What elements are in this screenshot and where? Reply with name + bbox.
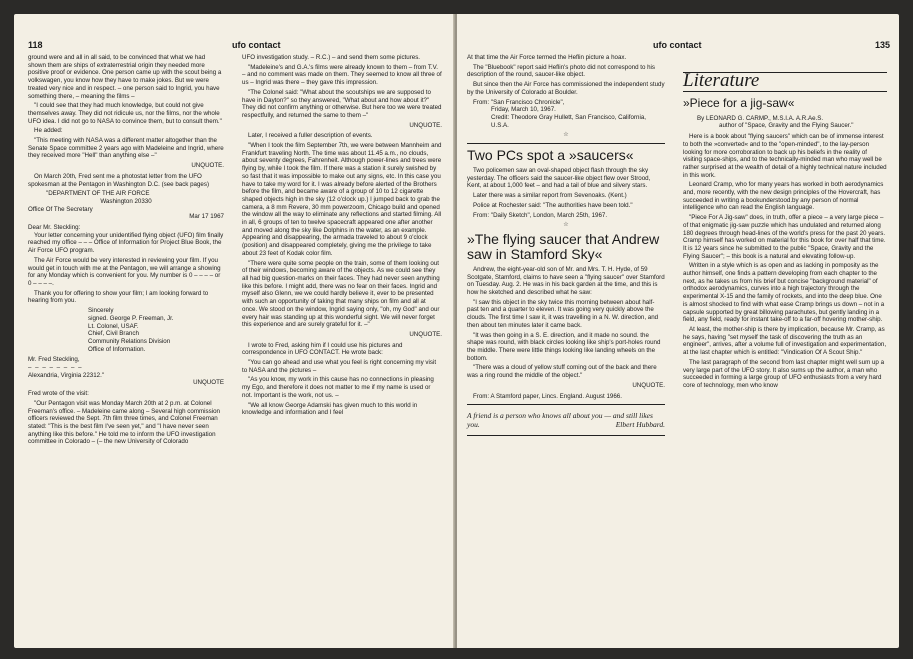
paragraph: From: "Daily Sketch", London, March 25th, 1967. xyxy=(473,211,608,219)
left-column-2 xyxy=(242,54,442,419)
paragraph: UFO investigation study. – R.C.) – and send them some pictures. xyxy=(242,54,421,61)
paragraph: Written in a style which is as open and as lacking in pomposity as the author himself, one finds a pattern developing from each chapter to the next, as he takes us from his brief but concise "background material" of orthodox aerodynamics, curves into a high trajectory through the experimental X-15 and the family of rockets, and into the deep blue. One is almost shocked to find with what ease Cramp brings us down – not in a capsule supported by great billowing parachutes, but gently landing in a field, any field, ready for instant take-off to a far-off hovering mother-ship. xyxy=(683,262,885,324)
headline-two-pcs: Two PCs spot a »saucers« xyxy=(467,147,634,164)
paragraph: Your letter concerning your unidentified flying object (UFO) film finally reached my office – – – Office of Information for Project Blue Book, the Air Force UFO program. xyxy=(28,231,224,255)
section-title-literature: Literature xyxy=(683,70,760,91)
paragraph: Fred wrote of the visit: xyxy=(28,390,89,398)
unquote: UNQUOTE. xyxy=(191,162,224,170)
headline-jigsaw: »Piece for a jig-saw« xyxy=(683,95,795,110)
paragraph: He added: xyxy=(34,127,63,135)
left-page-number: 118 xyxy=(28,40,43,50)
letterhead-address: Washington 20330 xyxy=(100,197,152,205)
divider xyxy=(467,143,665,144)
paragraph: I wrote to Fred, asking him if I could use his pictures and correspondence in UFO CONTACT. He wrote back: xyxy=(242,341,403,357)
left-running-head: ufo contact xyxy=(232,40,281,50)
paragraph: Later, I received a fuller description of events. xyxy=(248,132,373,140)
letter-recipient: Mr. Fred Steckling, xyxy=(28,356,80,364)
right-running-head: ufo contact xyxy=(653,40,702,50)
friend-quote xyxy=(467,411,665,429)
source-line: Friday, March 10, 1967. xyxy=(491,106,556,114)
paragraph: Andrew, the eight-year-old son of Mr. and Mrs. T. H. Hyde, of 59 Scotgate, Stamford, claims to have seen a "flying saucer" over Stamford on Tuesday. Aug. 2. He was in his back garden at the time, and this is how he sketched and described what he saw: xyxy=(467,265,665,297)
paragraph: Thank you for offering to show your film; I am looking forward to hearing from you. xyxy=(28,289,209,305)
right-column-2 xyxy=(683,54,887,392)
right-page-number: 135 xyxy=(875,40,891,50)
unquote: UNQUOTE xyxy=(193,379,224,387)
left-page xyxy=(14,14,455,648)
unquote: UNQUOTE. xyxy=(409,330,442,338)
signature-line: Chief, Civil Branch xyxy=(88,330,139,338)
paragraph: "There was a cloud of yellow stuff coming out of the back and there was a ring round the middle of the object." xyxy=(467,364,657,380)
source-line: From: A Stamford paper, Lincs. England. August 1966. xyxy=(473,392,622,400)
quote-author: Elbert Hubbard. xyxy=(615,420,665,430)
paragraph: "I could see that they had much knowledge, but could not give themselves away. They did not ridicule us, nor the films, nor the whole UFO idea. I did not go to NASA to convince them, but to consult them." xyxy=(28,102,222,125)
paragraph: "As you know, my work in this cause has no connections in pleasing my Ego, and therefore it does not matter to me if my name is used or not. Important is the work, not us. – xyxy=(242,376,434,399)
letter-office: Office Of The Secretary xyxy=(28,205,93,213)
right-page xyxy=(457,14,899,648)
signature-line: signed. George P. Freeman, Jr. xyxy=(88,314,174,322)
paragraph: Two policemen saw an oval-shaped object flash through the sky yesterday. The officers said the saucer-like object flew over Strood, Kent, at about 1,000 feet – and had a tail of blue and silvery stars. xyxy=(467,167,651,190)
headline-flying-saucer: »The flying saucer that Andrew saw in Stamford Sky« xyxy=(467,230,660,262)
signature-line: Lt. Colonel, USAF. xyxy=(88,322,139,330)
signature-line: Community Relations Division xyxy=(88,337,171,345)
unquote: UNQUOTE. xyxy=(409,121,442,129)
right-column-1 xyxy=(467,54,665,440)
paragraph: "Piece For A Jig-saw" does, in truth, offer a piece – a very large piece – of that enigmatic jig-saw puzzle which has undulated and returned along 180 degrees through head-lines of the world's press for the past 20 years. Cramp himself has worked on material for this book for over half that time. It is 12 years since he submitted to the public "Space, Gravity and the Flying Saucer"; – this book is a natural and elevating follow-up. xyxy=(683,214,886,260)
paragraph: Here is a book about "flying saucers" which can be of immense interest to both the »converted« and to the "open-minded", to the lay-person looking for more corroboration to back up his beliefs in the reality of visiting space-ships, and to the technically-minded man who may well be rather surprised at the wealth of detail of a highly technical nature included in this work. xyxy=(683,133,887,179)
paragraph: Leonard Cramp, who for many years has worked in both aerodynamics and, more recently, with the new design principles of the Hovercraft, has succeeded in writing a bookunderstood.by any person of normal intelligence who can read the English language. xyxy=(683,181,884,212)
paragraph: "The Colonel said: "What about the scoutships we are supposed to have in Dayton?" so they answered, "What about and how about it?" They did not confirm anything or otherwise. But here too we were treated respectfully, and returned the same to them –" xyxy=(242,88,442,119)
signature-line: Office of Information. xyxy=(88,345,146,353)
star-divider: ☆ xyxy=(563,221,569,229)
paragraph: "I saw this object in the sky twice this morning between about half-past ten and a quarter to eleven. It was going very quickly above the clouds. The first time I saw it, it was travelling in a N. W. direction, and then about ten minutes later it came back. xyxy=(467,298,659,329)
redacted-address: – – – – – – – – xyxy=(28,364,83,372)
paragraph: "There were quite some people on the train, some of them looking out of their windows, becoming aware of the objects. As we could see they all had big question-marks on their faces. They had never seen anything like this before. I might add, there was no fear on their faces. Ingrid and myself also Glenn, we we could hardly believe it, ever to be presented with such an opportunity of taking that many ships on film and all at once. We stood on the window, Ingrid saying only, "oh, my God" and our every hair was standing up at this wonderful sight. We will never forget this experience and are surely grateful for it. –" xyxy=(242,259,440,329)
left-column-1 xyxy=(28,54,224,448)
recipient-city: Alexandria, Virginia 22312." xyxy=(28,371,105,379)
paragraph: At that time the Air Force termed the Heflin picture a hoax. xyxy=(467,54,627,61)
source-line: Credit: Theodore Gray Hullett, San Francisco, California, U.S.A. xyxy=(491,113,646,129)
letter-date: Mar 17 1967 xyxy=(189,213,224,221)
paragraph: Police at Rochester said: "The authorities have been told." xyxy=(473,201,633,209)
source-credit xyxy=(467,99,665,130)
paragraph: The Air Force would be very interested in reviewing your film. If you would get in touch with me at the Pentagon, we will arrange a showing for any Monday which is convenient for you. My number is 0 – – – – or 0 – – – –. xyxy=(28,256,221,287)
paragraph: The last paragraph of the second from last chapter might well sum up a very large part of the UFO story. It also sums up the author, a man who succeeded in forming a large group of UFO enthusiasts from a very hard core of technology, men who know xyxy=(683,358,885,389)
paragraph: Later there was a similar report from Sevenoaks. (Kent.) xyxy=(473,192,627,200)
source-line: From: "San Francisco Chronicle", xyxy=(473,98,565,106)
paragraph: "This meeting with NASA was a different matter altogether than the Senate Space committee 2 years ago with Madeleine and Ingrid, where they received more "Hell" than anything else –" xyxy=(28,137,224,160)
letterhead: "DEPARTMENT OF THE AIR FORCE xyxy=(46,190,150,198)
signature-line: Sincerely xyxy=(88,307,114,315)
paragraph: "It was then going in a S. E. direction, and it made no sound. the shape was round, with black circles looking like ship's port-holes round the middle. There were little things looking like landing wheels on the bottom. xyxy=(467,331,661,362)
paragraph: ground were and all in all said, to be convinced that what we had shown them are ships of extraterrestrial origin they needed more positive proof or evidence. One person came up with the scout being a volkswagen, you know how they have to make jokes. But we were treated very nice and in respect. – one person said to Ingrid, you have something there, – meaning the films – xyxy=(28,54,222,100)
unquote: UNQUOTE. xyxy=(632,381,665,389)
paragraph: On March 20th, Fred sent me a photostat letter from the UFO spokesman at the Pentagon in Washington D.C. (see back pages) xyxy=(28,172,210,188)
paragraph: But since then the Air Force has commissioned the independent study by the University of Colorado at Boulder. xyxy=(467,81,665,96)
letter-salutation: Dear Mr. Steckling: xyxy=(28,224,81,232)
byline: By LEONARD G. CARMP., M.S.I.A. A.R.Ae.S. xyxy=(697,114,824,122)
paragraph: "We all know George Adamski has given much to this world in knowledge and information and I feel xyxy=(242,401,418,417)
paragraph: "You can go ahead and use what you feel is right concerning my visit to NASA and the pictures – xyxy=(242,359,437,374)
quote-text: A friend is a person who knows all about you — and still likes you. xyxy=(467,411,653,430)
divider xyxy=(467,404,665,405)
paragraph: The "Bluebook" report said Heflin's photo did not correspond to his description of the round, saucer-like object. xyxy=(467,63,656,79)
paragraph: "Our Pentagon visit was Monday March 20th at 2 p.m. at Colonel Freeman's office. – Madeleine came along – Several high commission officers reviewed the Sept. 7th film three times, and Colonel Freeman stated: "This is the best film I've seen yet," and "I have never seen anything like this before." He told me to inform the UFO investigation committee in Colorado – (– the new University of Colorado xyxy=(28,399,220,446)
paragraph: At least, the mother-ship is there by implication, because Mr. Cramp, as he says, having "set myself the task of discovering the truth as an engineer", arrives, after a volume full of investigation and experimentation, at the last chapter which is entitled: "Vindication Of A Scout Ship." xyxy=(683,325,887,357)
byline-author-of: author of "Space, Gravity and the Flying Saucer." xyxy=(719,122,854,130)
divider xyxy=(467,435,665,436)
paragraph: "Madeleine's and G.A.'s films were already known to them – from T.V. – and no comment was made on them. They seemed to know all three of us – Ingrid was there – they gave this impression. xyxy=(242,63,442,87)
star-divider: ☆ xyxy=(563,131,569,139)
letter-signature xyxy=(28,307,224,353)
paragraph: "When I took the film September 7th, we were between Mannheim and Frankfurt traveling North. The time was about 11.45 a.m., no clouds, about seventy degrees, Fahrenheit. Although power-lines and trees were flying by, while I took the film. If there was a station it surely swished by so fast that it was impossible to make out any signs, etc. In this case you have to take my word for it. I was already before alerted of the Brothers before the film, and became aware of a group of 10 to 12 cigarette shaped objects high in the sky (12 o'clock up.) I jumped back to grab the camera, a 8 mm Revere, 30 mm powerzoom, Chicago build and opened the window all the way to eliminate any reflections and started filming. All in all, 6 groups of ten to twelve spacecraft appeared one after another and moved along the sky like Dolphins in the water, as an example. Appearing and disappearing, the armada traveled to about 9 o'clock (position) and disappeared completely, giving me the privilege to take about 23 feet of Kodak color film. xyxy=(242,142,442,257)
